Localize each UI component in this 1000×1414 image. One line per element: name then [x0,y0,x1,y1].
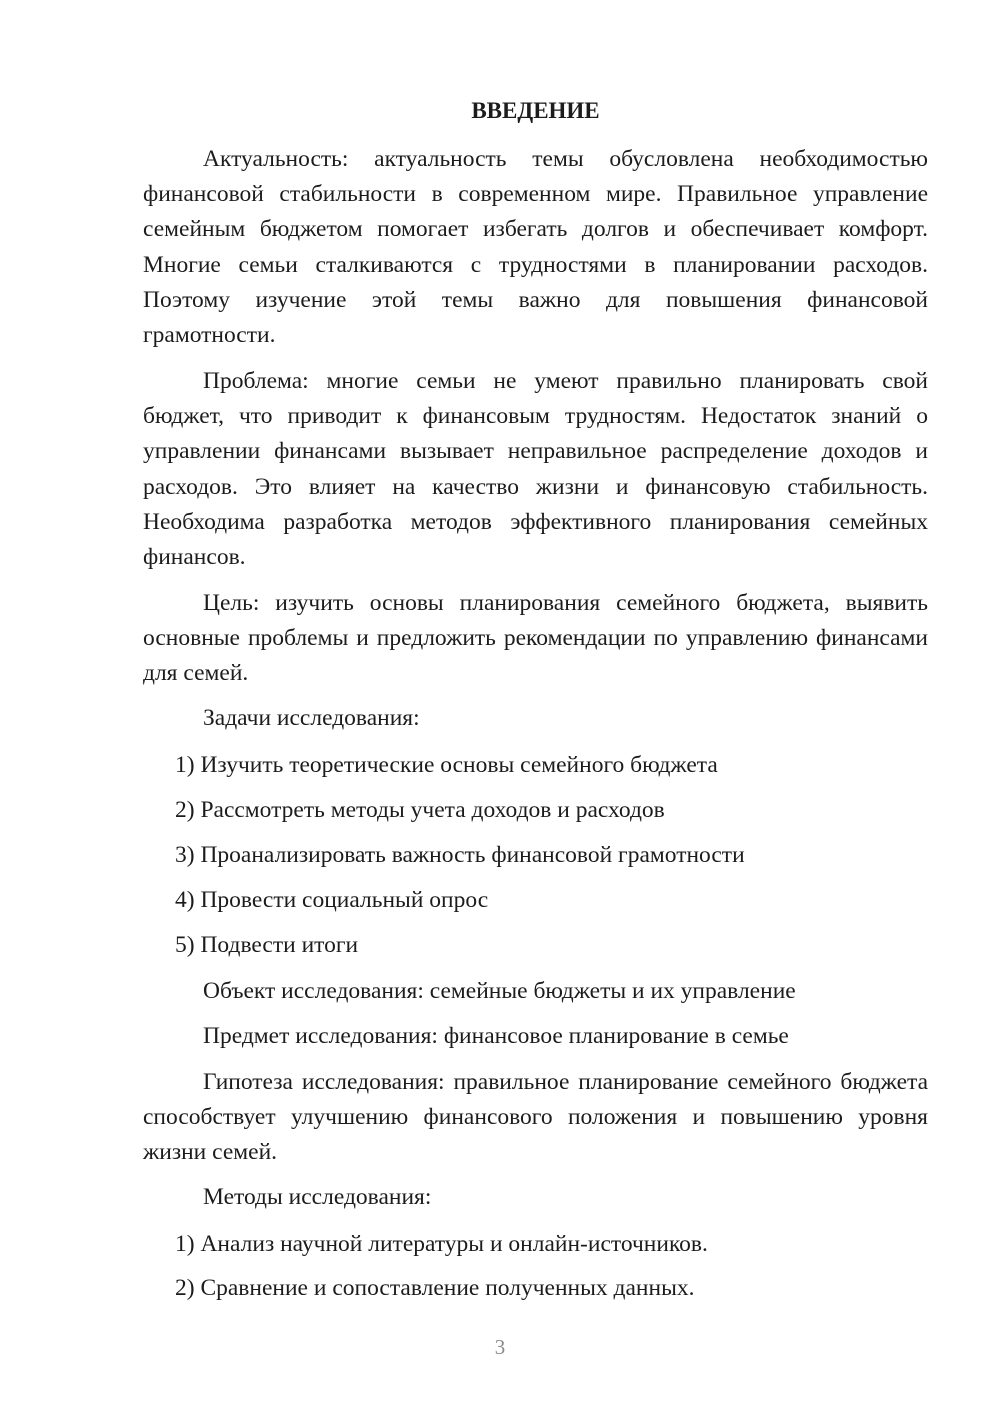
task-item: 3) Проанализировать важность финансовой грамотности [175,842,745,868]
research-object: Объект исследования: семейные бюджеты и их управление [203,978,796,1004]
method-item: 1) Анализ научной литературы и онлайн-источников. [175,1231,708,1257]
task-item: 5) Подвести итоги [175,932,359,958]
page-number: 3 [494,1335,506,1359]
task-item: 1) Изучить теоретические основы семейного бюджета [175,752,718,778]
method-item: 2) Сравнение и сопоставление полученных данных. [175,1275,695,1301]
relevance-paragraph: Актуальность: актуальность темы обусловлена необходимостью финансовой стабильности в современном мире. Правильное управление семейным бюджетом помогает избегать долгов и обеспечивает комфорт. Многие семьи сталкиваются с трудностями в планировании расходов. Поэтому изучение этой темы важно для повышения финансовой грамотности. [143,146,928,349]
research-subject: Предмет исследования: финансовое планирование в семье [203,1023,789,1049]
task-item: 2) Рассмотреть методы учета доходов и расходов [175,797,665,823]
page-title: ВВЕДЕНИЕ [471,98,600,123]
problem-paragraph: Проблема: многие семьи не умеют правильно планировать свой бюджет, что приводит к финансовым трудностям. Недостаток знаний о управлении финансами вызывает неправильное распределение доходов и расходов. Это влияет на качество жизни и финансовую стабильность. Необходима разработка методов эффективного планирования семейных финансов. [143,368,928,571]
tasks-heading: Задачи исследования: [203,705,420,731]
goal-paragraph: Цель: изучить основы планирования семейного бюджета, выявить основные проблемы и предложить рекомендации по управлению финансами для семей. [143,590,928,687]
hypothesis-paragraph: Гипотеза исследования: правильное планирование семейного бюджета способствует улучшению финансового положения и повышению уровня жизни семей. [143,1069,928,1166]
task-item: 4) Провести социальный опрос [175,887,489,913]
methods-heading: Методы исследования: [203,1184,432,1210]
